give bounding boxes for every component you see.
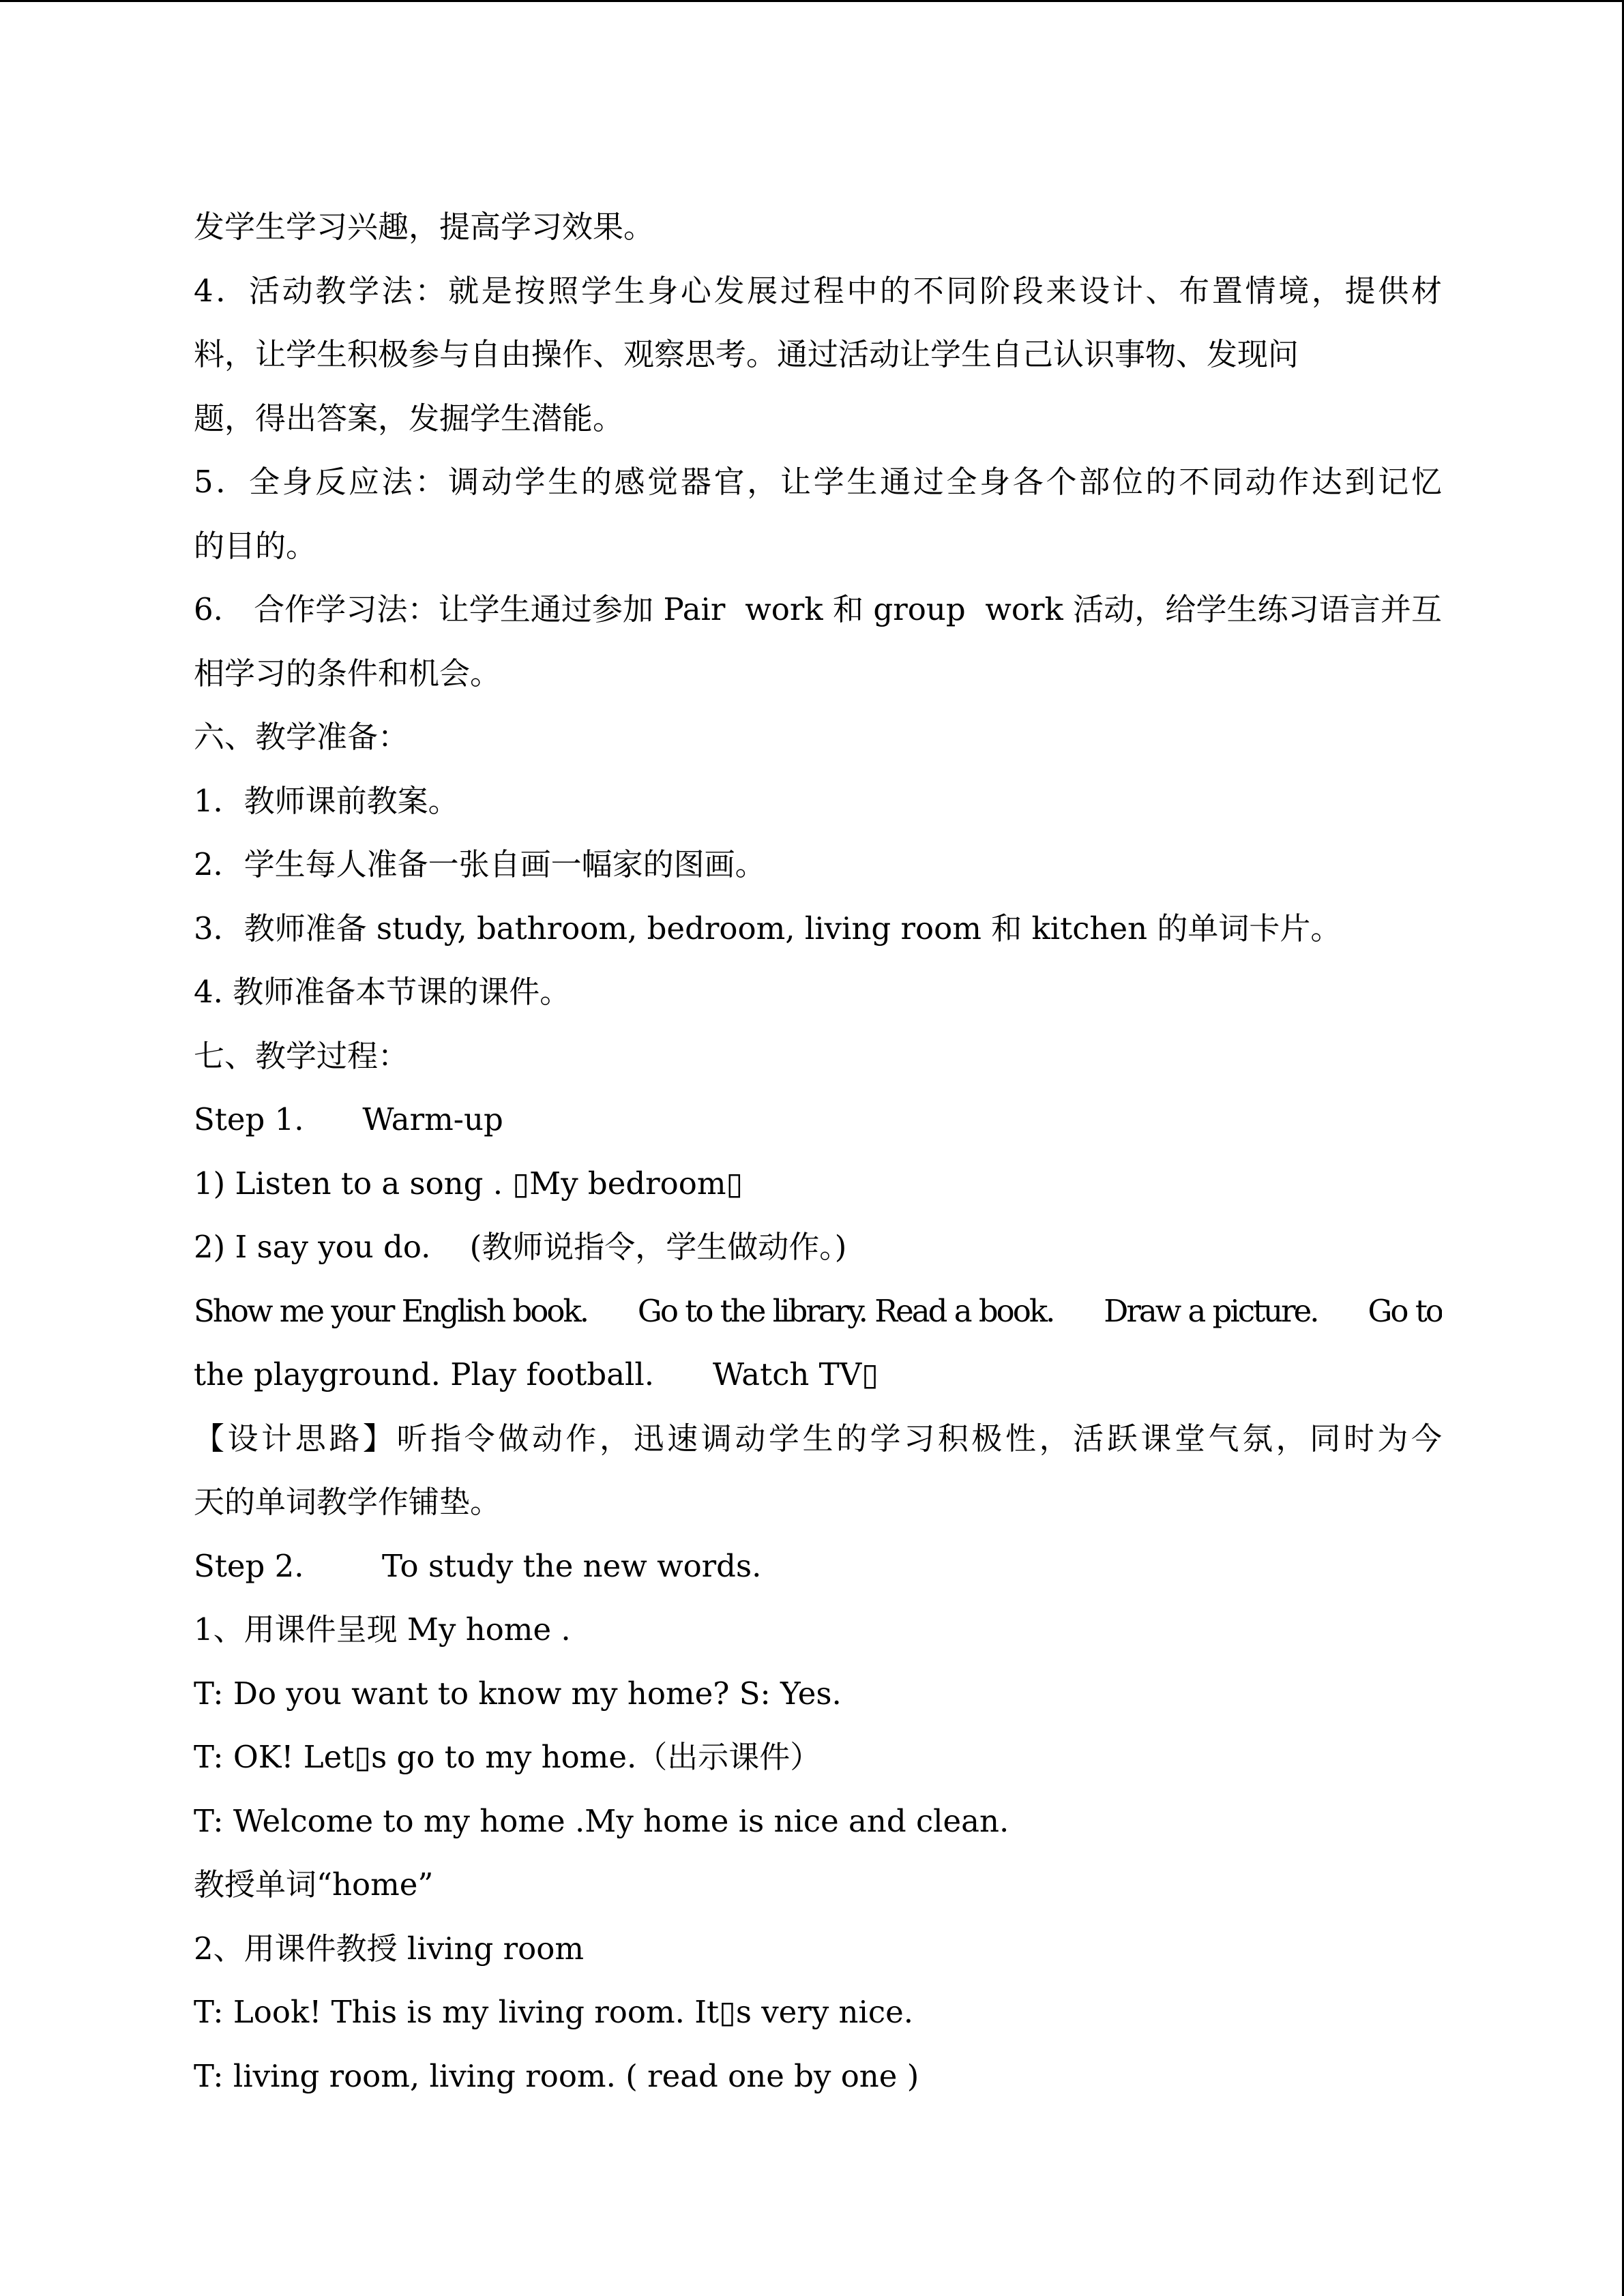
section-heading-process: 七、教学过程：: [194, 1037, 409, 1074]
text-line-29: T: Look! This is my living room. It▯s very nice.: [194, 1994, 914, 2030]
text-line-3: 料，让学生积极参与自由操作、观察思考。通过活动让学生自己认识事物、发现问: [194, 336, 1299, 372]
document-body: [194, 195, 1442, 2108]
text-line-17: 2) I say you do. (教师说指令，学生做动作。): [194, 1229, 847, 1265]
text-line-23: 1、用课件呈现 My home .: [194, 1611, 571, 1648]
text-line-12: 3．教师准备 study, bathroom, bedroom, living room 和 kitchen 的单词卡片。: [194, 910, 1342, 946]
text-line-21: 天的单词教学作铺垫。: [194, 1484, 501, 1520]
text-line-5: 5．全身反应法：调动学生的感觉器官，让学生通过全身各个部位的不同动作达到记忆: [194, 464, 1442, 500]
text-line-24: T: Do you want to know my home? S: Yes.: [194, 1675, 842, 1712]
text-line-25: T: OK! Let▯s go to my home.（出示课件）: [194, 1739, 821, 1775]
text-line-18: Show me your English book. Go to the library. Read a book. Draw a picture. Go to: [194, 1292, 1442, 1329]
text-line-2: 4．活动教学法：就是按照学生身心发展过程中的不同阶段来设计、布置情境，提供材: [194, 272, 1442, 309]
text-line-26: T: Welcome to my home .My home is nice and clean.: [194, 1802, 1009, 1839]
text-line-4: 题，得出答案，发掘学生潜能。: [194, 400, 624, 436]
text-line-16: 1) Listen to a song . ▯My bedroom▯: [194, 1165, 743, 1202]
text-line-7: 6. 合作学习法：让学生通过参加 Pair work 和 group work 活动，给学生练习语言并互: [194, 591, 1442, 627]
step-2-heading: Step 2. To study the new words.: [194, 1547, 762, 1584]
text-line-6: 的目的。: [194, 527, 317, 564]
text-line-27: 教授单词“home”: [194, 1866, 434, 1903]
text-line-10: 1．教师课前教案。: [194, 782, 459, 819]
step-1-heading: Step 1. Warm-up: [194, 1101, 503, 1137]
text-line-13: 4. 教师准备本节课的课件。: [194, 974, 571, 1010]
text-line-11: 2．学生每人准备一张自画一幅家的图画。: [194, 846, 766, 882]
text-line-19: the playground. Play football. Watch TV▯: [194, 1356, 879, 1392]
text-line-8: 相学习的条件和机会。: [194, 655, 501, 691]
text-line-1: 发学生学习兴趣，提高学习效果。: [194, 209, 655, 245]
design-idea-line: 【设计思路】听指令做动作，迅速调动学生的学习积极性，活跃课堂气氛，同时为今: [194, 1420, 1442, 1457]
section-heading-preparation: 六、教学准备：: [194, 719, 409, 755]
text-line-30: T: living room, living room. ( read one by one ): [194, 2057, 919, 2094]
text-line-28: 2、用课件教授 living room: [194, 1930, 584, 1967]
